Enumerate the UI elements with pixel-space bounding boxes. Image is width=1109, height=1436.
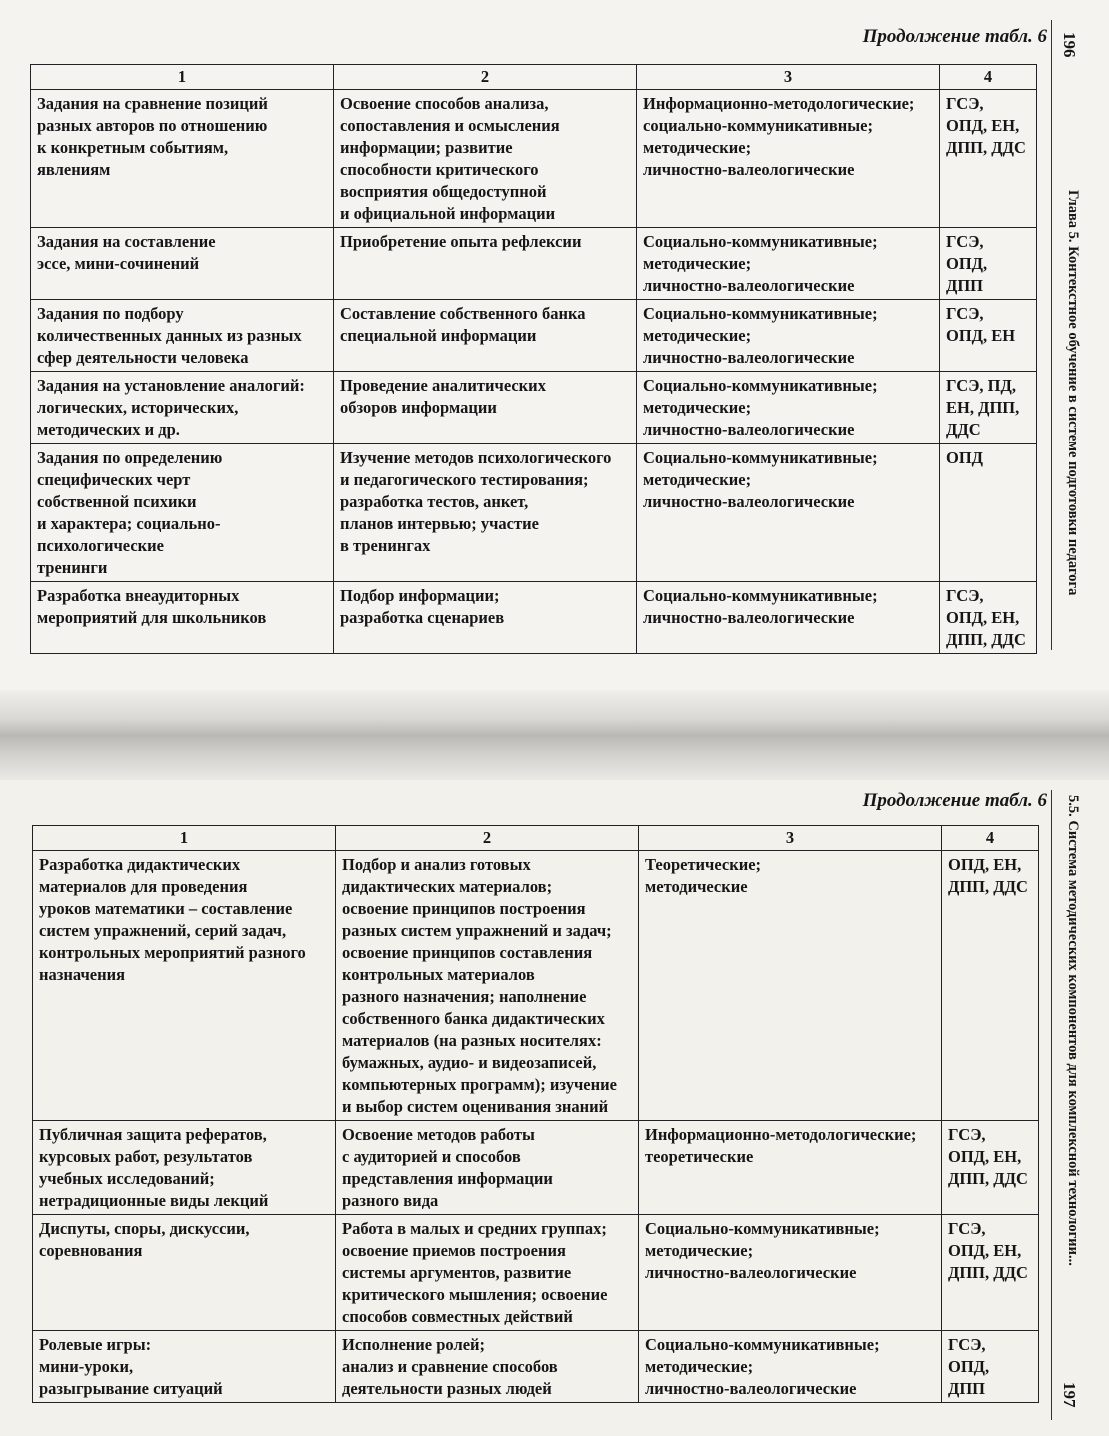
table-row <box>33 1121 1039 1215</box>
component-cell: Социально-коммуникативные; методические; личностно-валеологические <box>637 372 940 444</box>
discipline-cell: ГСЭ, ОПД, ЕН, ДПП, ДДС <box>942 1215 1039 1331</box>
column-header: 2 <box>336 826 639 851</box>
table-6-continued <box>30 64 1037 654</box>
task-cell: Публичная защита рефератов, курсовых работ, результатов учебных исследований; нетрадиционные виды лекций <box>33 1121 336 1215</box>
task-cell: Разработка дидактических материалов для проведения уроков математики – составление систем упражнений, серий задач, контрольных мероприятий разного назначения <box>33 851 336 1121</box>
task-cell: Задания по подбору количественных данных из разных сфер деятельности человека <box>31 300 334 372</box>
table-row <box>31 444 1037 582</box>
task-cell: Задания на установление аналогий: логических, исторических, методических и др. <box>31 372 334 444</box>
column-header: 3 <box>639 826 942 851</box>
discipline-cell: ГСЭ, ОПД, ЕН, ДПП, ДДС <box>940 90 1037 228</box>
column-header: 4 <box>940 65 1037 90</box>
continuation-caption: Продолжение табл. 6 <box>862 790 1047 811</box>
table-row <box>33 1215 1039 1331</box>
activity-cell: Приобретение опыта рефлексии <box>334 228 637 300</box>
table-row <box>31 300 1037 372</box>
page-number: 197 <box>1060 1382 1079 1408</box>
page-number: 196 <box>1060 32 1079 58</box>
task-cell: Задания на сравнение позиций разных авторов по отношению к конкретным событиям, явлениям <box>31 90 334 228</box>
activity-cell: Составление собственного банка специальной информации <box>334 300 637 372</box>
column-header: 1 <box>33 826 336 851</box>
table-row <box>31 372 1037 444</box>
page-196 <box>0 0 1109 700</box>
running-head: 5.5. Система методических компонентов для комплексной технологии... <box>1065 795 1081 1266</box>
table-row <box>33 851 1039 1121</box>
activity-cell: Проведение аналитических обзоров информации <box>334 372 637 444</box>
discipline-cell: ОПД, ЕН, ДПП, ДДС <box>942 851 1039 1121</box>
activity-cell: Работа в малых и средних группах; освоение приемов построения системы аргументов, развитие критического мышления; освоение способов совместных действий <box>336 1215 639 1331</box>
task-cell: Ролевые игры: мини-уроки, разыгрывание ситуаций <box>33 1331 336 1403</box>
header-row <box>33 826 1039 851</box>
running-head: Глава 5. Контекстное обучение в системе подготовки педагога <box>1065 190 1081 596</box>
discipline-cell: ОПД <box>940 444 1037 582</box>
page-197 <box>0 780 1109 1436</box>
component-cell: Теоретические; методические <box>639 851 942 1121</box>
task-cell: Диспуты, споры, дискуссии, соревнования <box>33 1215 336 1331</box>
header-row <box>31 65 1037 90</box>
component-cell: Информационно-методологические; теоретические <box>639 1121 942 1215</box>
component-cell: Социально-коммуникативные; личностно-валеологические <box>637 582 940 654</box>
table-row <box>31 228 1037 300</box>
component-cell: Социально-коммуникативные; методические; личностно-валеологические <box>637 228 940 300</box>
margin-rule <box>1051 20 1053 650</box>
component-cell: Информационно-методологические; социально-коммуникативные; методические; личностно-валеологические <box>637 90 940 228</box>
continuation-caption: Продолжение табл. 6 <box>862 26 1047 47</box>
discipline-cell: ГСЭ, ПД, ЕН, ДПП, ДДС <box>940 372 1037 444</box>
activity-cell: Подбор информации; разработка сценариев <box>334 582 637 654</box>
table-row <box>31 582 1037 654</box>
task-cell: Задания по определению специфических черт собственной психики и характера; социально- психологические тренинги <box>31 444 334 582</box>
discipline-cell: ГСЭ, ОПД, ДПП <box>942 1331 1039 1403</box>
column-header: 4 <box>942 826 1039 851</box>
margin-rule <box>1051 790 1053 1420</box>
table-6-continued <box>32 825 1039 1403</box>
activity-cell: Исполнение ролей; анализ и сравнение способов деятельности разных людей <box>336 1331 639 1403</box>
component-cell: Социально-коммуникативные; методические; личностно-валеологические <box>637 300 940 372</box>
table-row <box>31 90 1037 228</box>
column-header: 3 <box>637 65 940 90</box>
activity-cell: Освоение способов анализа, сопоставления и осмысления информации; развитие способности критического восприятия общедоступной и официальной информации <box>334 90 637 228</box>
activity-cell: Подбор и анализ готовых дидактических материалов; освоение принципов построения разных систем упражнений и задач; освоение принципов составления контрольных материалов разного назначения; наполнение собственного банка дидактических материалов (на разных носителях: бумажных, аудио- и видеозаписей, компьютерных программ); изучение и выбор систем оценивания знаний <box>336 851 639 1121</box>
activity-cell: Освоение методов работы с аудиторией и способов представления информации разного вида <box>336 1121 639 1215</box>
task-cell: Задания на составление эссе, мини-сочинений <box>31 228 334 300</box>
task-cell: Разработка внеаудиторных мероприятий для школьников <box>31 582 334 654</box>
component-cell: Социально-коммуникативные; методические; личностно-валеологические <box>639 1215 942 1331</box>
component-cell: Социально-коммуникативные; методические; личностно-валеологические <box>639 1331 942 1403</box>
component-cell: Социально-коммуникативные; методические; личностно-валеологические <box>637 444 940 582</box>
discipline-cell: ГСЭ, ОПД, ЕН <box>940 300 1037 372</box>
table-row <box>33 1331 1039 1403</box>
column-header: 1 <box>31 65 334 90</box>
discipline-cell: ГСЭ, ОПД, ЕН, ДПП, ДДС <box>940 582 1037 654</box>
column-header: 2 <box>334 65 637 90</box>
discipline-cell: ГСЭ, ОПД, ЕН, ДПП, ДДС <box>942 1121 1039 1215</box>
discipline-cell: ГСЭ, ОПД, ДПП <box>940 228 1037 300</box>
book-fold-shadow <box>0 690 1109 785</box>
activity-cell: Изучение методов психологического и педагогического тестирования; разработка тестов, анкет, планов интервью; участие в тренингах <box>334 444 637 582</box>
